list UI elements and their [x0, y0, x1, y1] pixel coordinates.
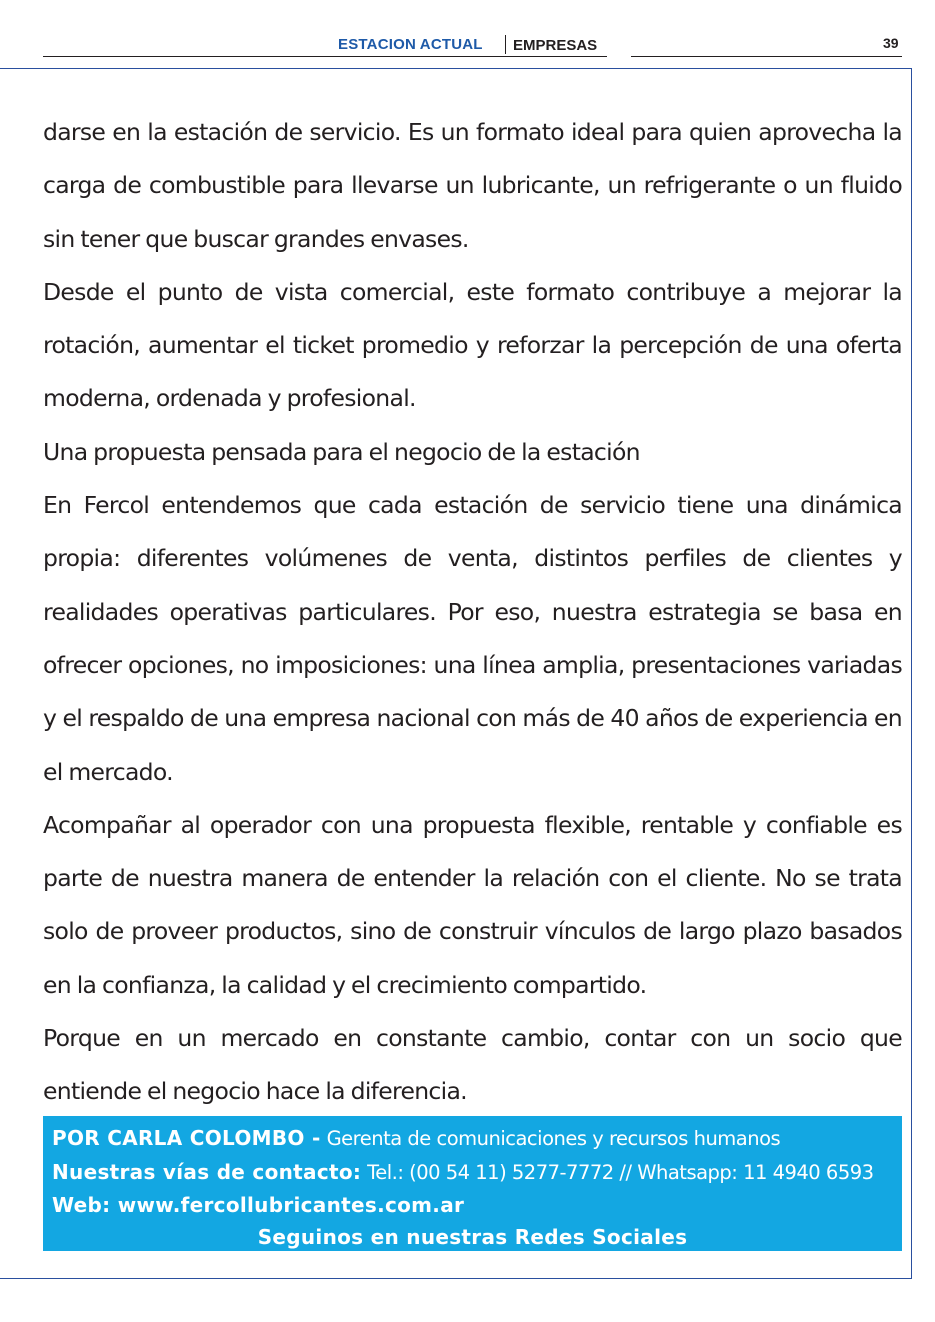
author-role: Gerenta de comunicaciones y recursos humanos — [326, 1127, 781, 1150]
header-rule-left — [43, 56, 607, 57]
article-paragraph: Desde el punto de vista comercial, este formato contribuye a mejorar la rotación, aumentar el ticket promedio y reforzar la percepción de una oferta moderna, ordenada y profesional. — [43, 277, 902, 413]
author-label: POR CARLA COLOMBO - — [52, 1126, 321, 1150]
article-body — [43, 106, 902, 1119]
header-divider — [505, 35, 506, 54]
web-link[interactable]: Web: www.fercollubricantes.com.ar — [52, 1193, 465, 1217]
article-paragraph: Porque en un mercado en constante cambio, contar con un socio que entiende el negocio hace la diferencia. — [43, 1024, 902, 1106]
contact-value: Tel.: (00 54 11) 5277-7772 // Whatsapp: 11 4940 6593 — [367, 1160, 874, 1184]
article-paragraph: En Fercol entendemos que cada estación de servicio tiene una dinámica propia: diferentes volúmenes de venta, distintos perfiles de clientes y realidades operativas particulares. Por eso, nuestra estrategia se basa en ofrecer opciones, no imposiciones: una línea amplia, presentaciones variadas y el respaldo de una empresa nacional con más de 40 años de experiencia en el mercado. — [43, 491, 902, 786]
social-line: Seguinos en nuestras Redes Sociales — [257, 1224, 688, 1249]
category-label: EMPRESAS — [513, 37, 598, 54]
web-line — [52, 1189, 893, 1222]
section-label: ESTACION ACTUAL — [338, 36, 483, 53]
contact-line — [52, 1156, 893, 1190]
article-paragraph: Acompañar al operador con una propuesta flexible, rentable y confiable es parte de nuestra manera de entender la relación con el cliente. No se trata solo de proveer productos, sino de construir vínculos de largo plazo basados en la confianza, la calidad y el crecimiento compartido. — [43, 810, 902, 999]
article-paragraph: darse en la estación de servicio. Es un formato ideal para quien aprovecha la carga de combustible para llevarse un lubricante, un refrigerante o un fluido sin tener que buscar grandes envases. — [43, 118, 902, 253]
article-subheading: Una propuesta pensada para el negocio de la estación — [43, 437, 640, 466]
contact-label: Nuestras vías de contacto: — [52, 1159, 362, 1184]
page-header — [0, 0, 935, 70]
header-rule-right — [631, 56, 902, 57]
page-number: 39 — [883, 35, 899, 51]
contact-box — [43, 1116, 902, 1251]
author-line — [52, 1122, 893, 1156]
